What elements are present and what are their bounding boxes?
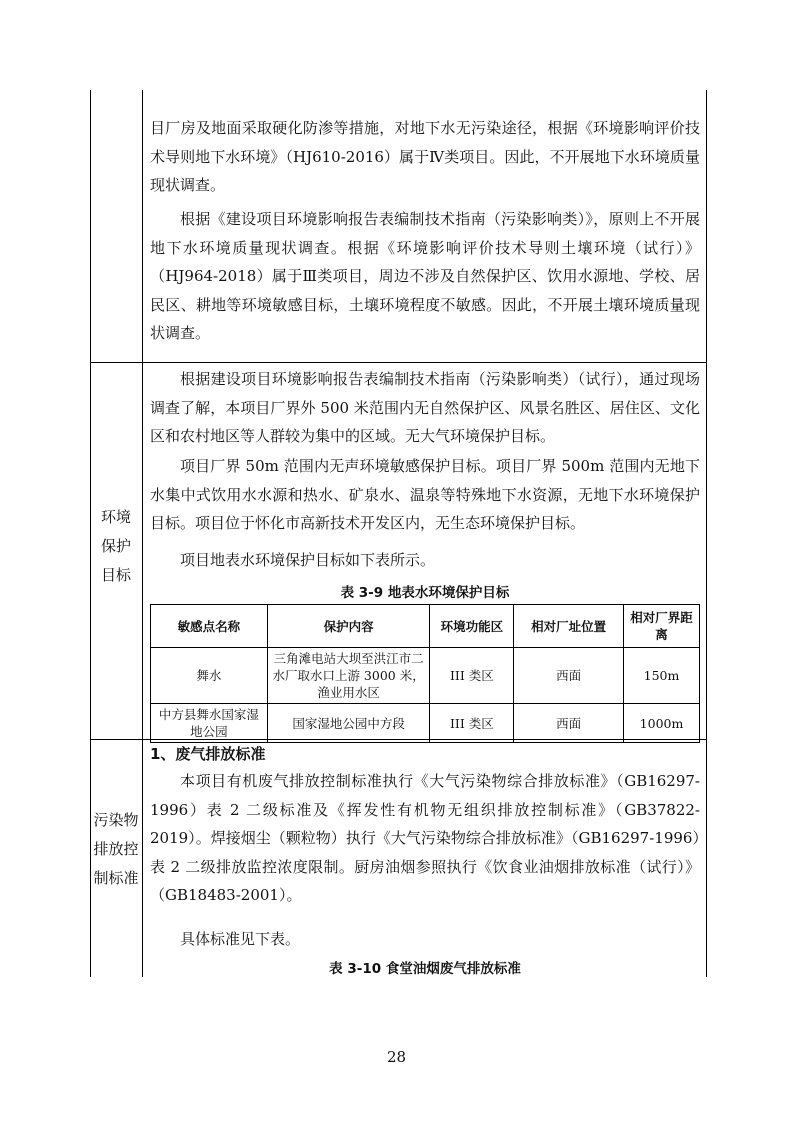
header-sensitive-point: 敏感点名称 [151, 605, 268, 648]
table-border-right [706, 90, 707, 977]
label-line: 目标 [100, 566, 131, 584]
paragraph-groundwater: 目厂房及地面采取硬化防渗等措施，对地下水无污染途径，根据《环境影响评价技术导则地下水环境》（HJ610-2016）属于Ⅳ类项目。因此，不开展地下水环境质量现状调查。 [150, 119, 700, 195]
cell-relative-position: 西面 [514, 648, 624, 704]
cell-relative-distance: 1000m [624, 704, 700, 743]
paragraph-exhaust-standards: 本项目有机废气排放控制标准执行《大气污染物综合排放标准》（GB16297-1996）表 2 二级标准及《挥发性有机物无组织排放控制标准》（GB37822-2019）。焊接烟尘（颗粒物）执行《大气污染物综合排放标准》（GB16297-1996）表 2 二级排放监控浓度限制。厨房油烟参照执行《饮食业油烟排放标准（试行）》（GB18483-2001）。 [150, 772, 700, 905]
paragraph-surface-water-intro: 项目地表水环境保护目标如下表所示。 [180, 551, 436, 569]
table-header-row [151, 605, 700, 648]
cell-function-zone: III 类区 [430, 648, 514, 704]
table-caption-3-10: 表 3-10 食堂油烟废气排放标准 [329, 961, 521, 977]
page-number: 28 [386, 1048, 407, 1066]
label-line: 污染物 [93, 811, 139, 829]
cell-protection-content: 三角滩电站大坝至洪江市二水厂取水口上游 3000 米，渔业用水区 [267, 648, 430, 704]
paragraph-noise-groundwater-targets: 项目厂界 50m 范围内无声环境敏感保护目标。项目厂界 500m 范围内无地下水集中式饮用水水源和热水、矿泉水、温泉等特殊地下水资源，无地下水环境保护目标。项目位于怀化市高新技术开发区内，无生态环境保护目标。 [150, 457, 700, 533]
label-line: 制标准 [93, 869, 139, 887]
cell-relative-position: 西面 [514, 704, 624, 743]
header-relative-position: 相对厂址位置 [514, 605, 624, 648]
section-heading-exhaust-gas: 1、废气排放标准 [150, 745, 266, 763]
cell-sensitive-point: 中方县舞水国家湿地公园 [151, 704, 268, 743]
row-label-emission-standards [90, 806, 142, 893]
table-column-divider [142, 90, 143, 977]
header-relative-distance: 相对厂界距离 [624, 605, 700, 648]
paragraph-atmospheric-targets: 根据建设项目环境影响报告表编制技术指南（污染影响类）（试行），通过现场调查了解，本项目厂界外 500 米范围内无自然保护区、风景名胜区、居住区、文化区和农村地区等人群较为集中的区域。无大气环境保护目标。 [150, 370, 700, 446]
header-protection-content: 保护内容 [267, 605, 430, 648]
cell-sensitive-point: 舞水 [151, 648, 268, 704]
cell-protection-content: 国家湿地公园中方段 [267, 704, 430, 743]
surface-water-targets-table [150, 604, 700, 743]
label-line: 环境 [100, 508, 131, 526]
table-row [151, 648, 700, 704]
row-label-protection-targets [90, 503, 142, 590]
table-row [151, 704, 700, 743]
paragraph-see-table: 具体标准见下表。 [180, 930, 301, 948]
table-caption-3-9: 表 3-9 地表水环境保护目标 [340, 585, 510, 601]
cell-relative-distance: 150m [624, 648, 700, 704]
table-row-divider-1 [90, 362, 707, 363]
label-line: 保护 [100, 537, 131, 555]
label-line: 排放控 [93, 840, 139, 858]
cell-function-zone: III 类区 [430, 704, 514, 743]
paragraph-soil: 根据《建设项目环境影响报告表编制技术指南（污染影响类）》，原则上不开展地下水环境质量现状调查。根据《环境影响评价技术导则土壤环境（试行）》（HJ964-2018）属于Ⅲ类项目，周边不涉及自然保护区、饮用水源地、学校、居民区、耕地等环境敏感目标，土壤环境程度不敏感。因此，不开展土壤环境质量现状调查。 [150, 210, 700, 343]
header-function-zone: 环境功能区 [430, 605, 514, 648]
